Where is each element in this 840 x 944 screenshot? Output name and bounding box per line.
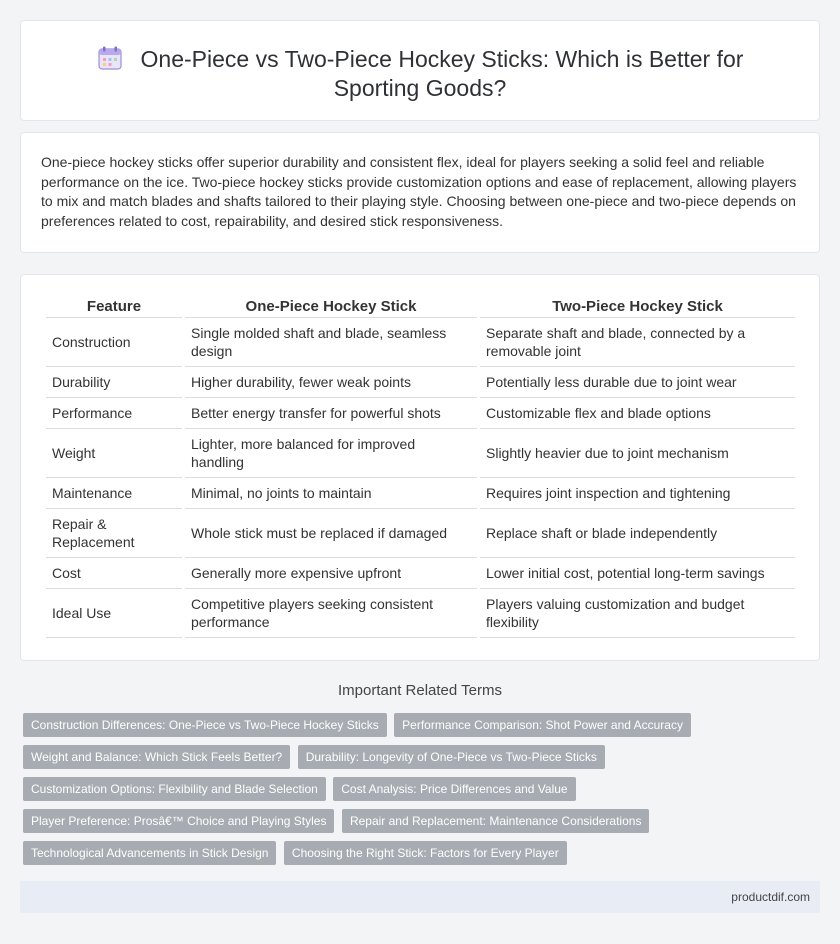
header-two-piece: Two-Piece Hockey Stick	[480, 293, 795, 318]
title-card	[20, 20, 820, 121]
feature-cell: Durability	[46, 367, 182, 398]
related-tag[interactable]: Cost Analysis: Price Differences and Value	[333, 777, 575, 801]
two-piece-cell: Potentially less durable due to joint wear	[480, 367, 795, 398]
table-row	[46, 429, 795, 478]
table-row	[46, 398, 795, 429]
one-piece-cell: Single molded shaft and blade, seamless design	[185, 318, 477, 367]
feature-cell: Ideal Use	[46, 589, 182, 638]
related-tag[interactable]: Weight and Balance: Which Stick Feels Better?	[23, 745, 290, 769]
calendar-icon	[97, 45, 123, 71]
feature-cell: Repair & Replacement	[46, 509, 182, 558]
intro-card	[20, 132, 820, 253]
table-row	[46, 478, 795, 509]
two-piece-cell: Requires joint inspection and tightening	[480, 478, 795, 509]
table-header-row	[46, 293, 795, 318]
related-terms-section	[0, 682, 840, 699]
related-tag[interactable]: Construction Differences: One-Piece vs Two-Piece Hockey Sticks	[23, 713, 387, 737]
comparison-table	[43, 293, 798, 638]
one-piece-cell: Lighter, more balanced for improved handling	[185, 429, 477, 478]
related-tag[interactable]: Performance Comparison: Shot Power and Accuracy	[394, 713, 691, 737]
related-tag[interactable]: Repair and Replacement: Maintenance Considerations	[342, 809, 650, 833]
related-tag[interactable]: Choosing the Right Stick: Factors for Every Player	[284, 841, 567, 865]
table-row	[46, 367, 795, 398]
intro-text: One-piece hockey sticks offer superior durability and consistent flex, ideal for players seeking a solid feel and reliable performance on the ice. Two-piece hockey sticks provide customization options and ease of replacement, allowing players to mix and match blades and shafts tailored to their playing style. Choosing between one-piece and two-piece depends on preferences related to cost, repairability, and desired stick responsiveness.	[41, 154, 797, 229]
one-piece-cell: Generally more expensive upfront	[185, 558, 477, 589]
feature-cell: Cost	[46, 558, 182, 589]
one-piece-cell: Better energy transfer for powerful shots	[185, 398, 477, 429]
header-feature: Feature	[46, 293, 182, 318]
footer-site[interactable]: productdif.com	[731, 890, 810, 904]
related-tag[interactable]: Customization Options: Flexibility and Blade Selection	[23, 777, 326, 801]
one-piece-cell: Higher durability, fewer weak points	[185, 367, 477, 398]
one-piece-cell: Minimal, no joints to maintain	[185, 478, 477, 509]
related-tag[interactable]: Player Preference: Prosâ€™ Choice and Playing Styles	[23, 809, 334, 833]
two-piece-cell: Replace shaft or blade independently	[480, 509, 795, 558]
related-terms-title: Important Related Terms	[338, 682, 502, 699]
title-line-1: One-Piece vs Two-Piece Hockey Sticks: Which is Better for	[140, 46, 744, 72]
one-piece-cell: Competitive players seeking consistent performance	[185, 589, 477, 638]
related-tag[interactable]: Technological Advancements in Stick Design	[23, 841, 276, 865]
two-piece-cell: Slightly heavier due to joint mechanism	[480, 429, 795, 478]
two-piece-cell: Separate shaft and blade, connected by a removable joint	[480, 318, 795, 367]
two-piece-cell: Customizable flex and blade options	[480, 398, 795, 429]
feature-cell: Weight	[46, 429, 182, 478]
table-row	[46, 558, 795, 589]
feature-cell: Maintenance	[46, 478, 182, 509]
two-piece-cell: Players valuing customization and budget flexibility	[480, 589, 795, 638]
one-piece-cell: Whole stick must be replaced if damaged	[185, 509, 477, 558]
feature-cell: Construction	[46, 318, 182, 367]
related-tag[interactable]: Durability: Longevity of One-Piece vs Two-Piece Sticks	[298, 745, 605, 769]
feature-cell: Performance	[46, 398, 182, 429]
page-title	[21, 21, 819, 103]
table-row	[46, 509, 795, 558]
table-row	[46, 589, 795, 638]
header-one-piece: One-Piece Hockey Stick	[185, 293, 477, 318]
comparison-card	[20, 274, 820, 661]
footer	[20, 881, 820, 913]
table-row	[46, 318, 795, 367]
title-line-2: Sporting Goods?	[333, 75, 507, 101]
two-piece-cell: Lower initial cost, potential long-term savings	[480, 558, 795, 589]
related-tags	[23, 713, 817, 873]
